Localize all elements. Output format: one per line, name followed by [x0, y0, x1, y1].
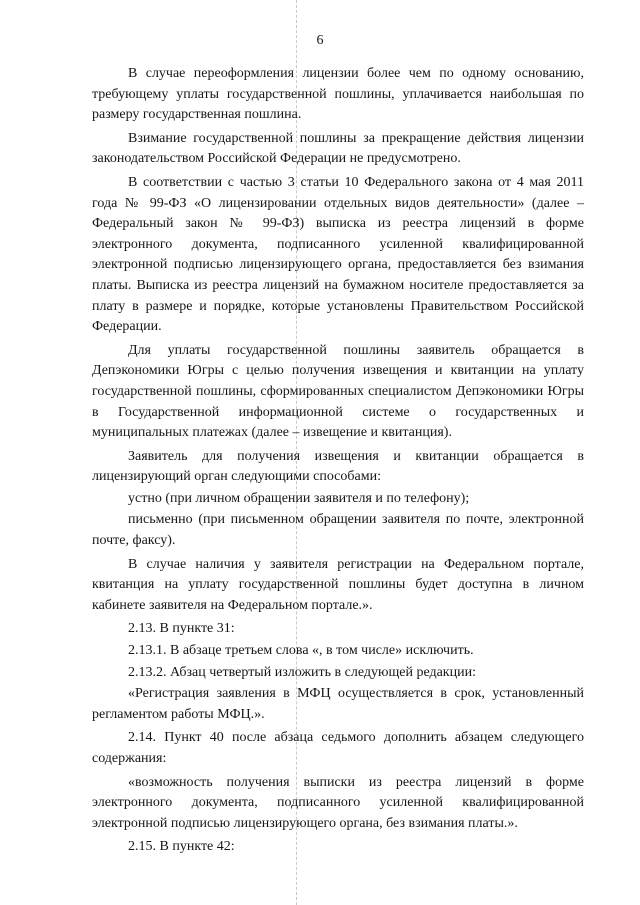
paragraph: Взимание государственной пошлины за прекращение действия лицензии законодательством Российской Федерации не предусмотрено.	[92, 130, 584, 167]
paragraph: В случае переоформления лицензии более чем по одному основанию, требующему уплаты государственной пошлины, уплачивается наибольшая по размеру государственная пошлина.	[92, 66, 584, 123]
paragraph: 2.13.2. Абзац четвертый изложить в следующей редакции:	[128, 664, 476, 680]
paragraph: 2.14. Пункт 40 после абзаца седьмого дополнить абзацем следующего содержания:	[92, 730, 584, 766]
paragraph: письменно (при письменном обращении заявителя по почте, электронной почте, факсу).	[92, 512, 584, 549]
paragraph: В соответствии с частью 3 статьи 10 Федерального закона от 4 мая 2011 года № 99-ФЗ «О лицензировании отдельных видов деятельности» (далее – Федеральный закон № 99-ФЗ) выписка из реестра лицензий в форме электронного документа, подписанного усиленной квалифицированной электронной подписью лицензирующего органа, предоставляется без взимания платы. Выписка из реестра лицензий на бумажном носителе предоставляется за плату в размере и порядке, которые установлены Правительством Российской Федерации.	[92, 174, 584, 335]
paragraph: 2.13. В пункте 31:	[128, 621, 235, 637]
page-number: 6	[316, 33, 324, 48]
paragraph: Заявитель для получения извещения и квитанции обращается в лицензирующий орган следующими способами:	[92, 448, 584, 485]
paragraph: 2.13.1. В абзаце третьем слова «, в том числе» исключить.	[128, 643, 474, 659]
paragraph: устно (при личном обращении заявителя и по телефону);	[128, 490, 470, 506]
paragraph: В случае наличия у заявителя регистрации на Федеральном портале, квитанция на уплату государственной пошлины будет доступна в личном кабинете заявителя на Федеральном портале.».	[92, 556, 584, 613]
paragraph: 2.15. В пункте 42:	[128, 839, 235, 855]
paragraph: «возможность получения выписки из реестра лицензий в форме электронного документа, подписанного усиленной квалифицированной электронной подписью лицензирующего органа, без взимания платы.».	[92, 774, 584, 831]
paragraph: «Регистрация заявления в МФЦ осуществляется в срок, установленный регламентом работы МФЦ.».	[92, 686, 584, 722]
paragraph: Для уплаты государственной пошлины заявитель обращается в Депэкономики Югры с целью получения извещения и квитанции на уплату государственной пошлины, сформированных специалистом Депэкономики Югры в Государственной информационной системе о государственных и муниципальных платежах (далее – извещение и квитанция).	[92, 342, 584, 441]
document-body	[92, 64, 584, 861]
